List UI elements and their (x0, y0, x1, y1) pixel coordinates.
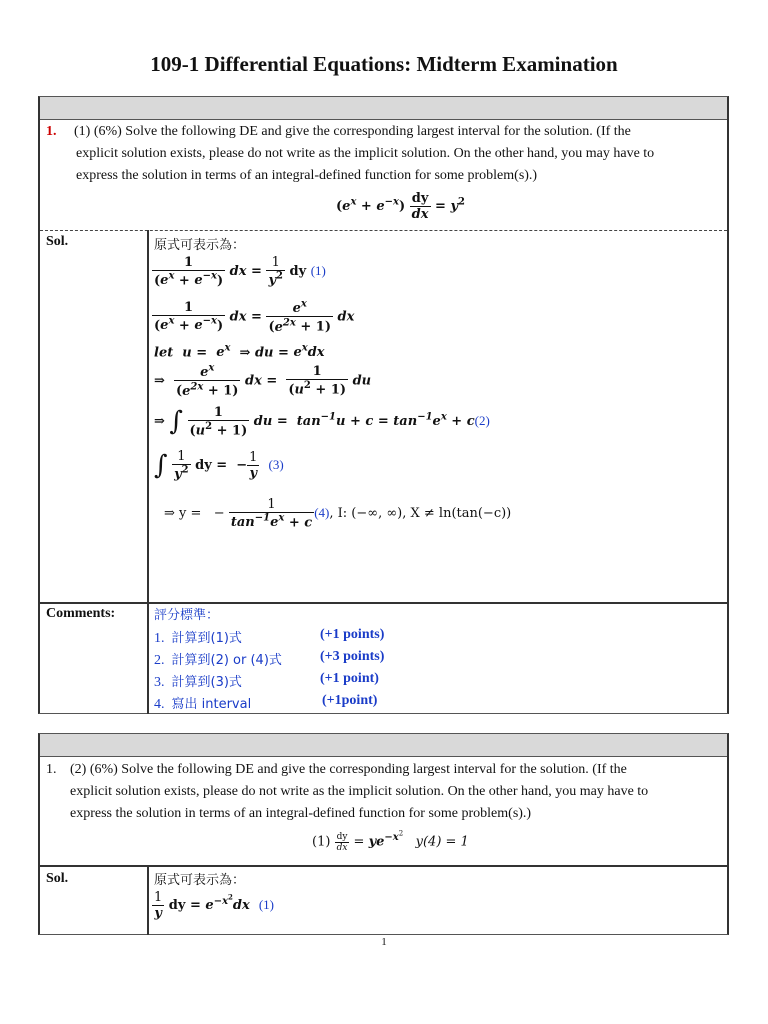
question-2-block (38, 733, 729, 935)
sol-step-3: ⇒ $\frac{e^x}{(e^{2x} + 1)}$ dx = $\frac{1}{(u^2 + 1)}$ du (154, 363, 372, 399)
page-title: 109-1 Differential Equations: Midterm Examination (150, 52, 618, 76)
comment-item: 2. 計算到(2) or (4)式 (+3 points) (154, 649, 385, 668)
table-header-bar (40, 97, 727, 120)
sol2-intro: 原式可表示為： (154, 873, 246, 888)
sol2-label: Sol. (46, 871, 69, 886)
question-1-text: 1. (1) (6%) Solve the following DE and give the corresponding largest interval for the solution. (If the explicit solution exists, please do not write as the implicit solution. On the other hand, you may have to express the solution in terms of an integral-defined function for some problem(s).) (46, 121, 716, 187)
table-header-bar (40, 734, 727, 757)
question-number: 1. (46, 124, 57, 139)
comments-heading: 評分標準： (154, 608, 220, 623)
sol-final: ⇒ y = − $\frac{1}{\tan^{-1}e^x + c}$ (4), I: (−∞, ∞), X ≠ ln(tan(−c)) (164, 497, 512, 531)
sol-step-4: ⇒ ∫ $\frac{1}{(u^2 + 1)}$ du = $\tan^{-1}u + c = \tan^{-1}e^x + c(2)$ (154, 405, 490, 439)
sol-label: Sol. (46, 234, 69, 249)
question-1-block (38, 96, 729, 714)
comment-item: 1. 計算到(1)式 (+1 points) (154, 627, 385, 646)
sol-step-2: $\frac{1}{(e^x + e^{-x})}$ dx = $\frac{e^x}{(e^{2x} + 1)}$ dx (154, 299, 355, 335)
sol-step-1: $\frac{1}{(e^x + e^{-x})}$ dx = $\frac{1}{y^2}$ dy (1) (154, 255, 326, 289)
sol-step-5: ∫ $\frac{1}{y^2}$ dy = − $\frac{1}{y}$ (3) (154, 449, 284, 483)
question-1-equation: $(e^x + e^{-x})$ $\frac{dy}{dx}$ = $y^2$ (336, 191, 465, 222)
comment-item: 3. 計算到(3)式 (+1 point) (154, 671, 379, 690)
sol-step-substitution: let $u = e^x$ ⇒ du = $e^xdx$ (154, 343, 325, 361)
sol-intro: 原式可表示為： (154, 238, 246, 253)
sol2-step-1: $\frac{1}{y}$ dy = $e^{-x^2}dx$ (1) (154, 890, 274, 921)
question-2-equation: (1) $\frac{dy}{dx}$ = $ye^{-x^2}$ y(4) = 1 (312, 830, 469, 853)
comments-label: Comments: (46, 606, 116, 621)
question-number: 1. (46, 762, 57, 777)
question-2-text: 1. (2) (6%) Solve the following DE and give the corresponding largest interval for the solution. (If the explicit solution exists, please do not write as the implicit solution. On the other hand, you may have to express the solution in terms of an integral-defined function for some problem(s).) (46, 759, 716, 825)
comment-item: 4. 寫出 interval (+1point) (154, 693, 378, 712)
page-number: 1 (381, 936, 387, 948)
